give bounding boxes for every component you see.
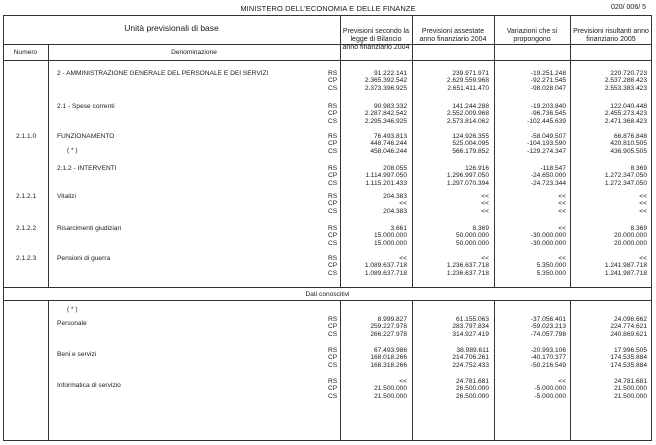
value-cell: 266.227.978 — [370, 330, 407, 338]
value-cell: -104.193.590 — [527, 140, 566, 148]
row-label: Pensioni di guerra — [57, 255, 111, 262]
value-cell: 239.971.971 — [452, 70, 489, 77]
value-cell: 204.383 — [383, 193, 407, 200]
line-type: RS — [328, 193, 338, 200]
denominazione-header: Denominazione — [171, 49, 217, 56]
value-cell: -40.170.377 — [530, 354, 566, 362]
value-cell: 1.297.070.394 — [446, 179, 489, 187]
line-type: CP — [328, 354, 338, 362]
value-cell: << — [558, 200, 566, 208]
col2-divider — [412, 15, 413, 287]
value-cell: 1.114.997.050 — [365, 172, 407, 180]
row-numero: 2.1.1.0 — [16, 133, 37, 140]
row-label: FUNZIONAMENTO — [57, 133, 115, 140]
value-cell: 168.018.266 — [370, 354, 407, 362]
line-type: CP — [328, 323, 338, 331]
value-cell: 2.629.559.968 — [446, 77, 489, 85]
numero-col-divider-lower — [48, 300, 49, 441]
dati-divider-top — [3, 287, 652, 288]
value-cell: 50.000.000 — [455, 232, 489, 240]
value-cell: -58.049.507 — [530, 133, 566, 140]
value-cell: 91.222.141 — [373, 70, 407, 77]
line-type: RS — [328, 70, 338, 77]
value-cell: 1.236.637.718 — [446, 262, 489, 270]
value-cell: 5.350.000 — [536, 269, 566, 277]
line-type: CP — [328, 262, 338, 270]
value-cell: << — [639, 255, 647, 262]
value-cell: 126.916 — [465, 165, 489, 172]
line-type: CS — [328, 239, 338, 247]
value-cell: 168.318.266 — [370, 361, 407, 369]
value-cell: 2.365.392.542 — [364, 77, 407, 85]
value-cell: 8.369 — [630, 225, 647, 232]
value-cell: -19.251.248 — [530, 70, 566, 77]
col1-header: Previsioni secondo la legge di Bilancio anno finanziario 2004 — [342, 28, 410, 51]
value-cell: 448.746.244 — [370, 140, 407, 148]
value-cell: 24.781.681 — [613, 378, 647, 385]
dati-label: Personale — [57, 320, 87, 327]
line-type: CP — [328, 110, 338, 118]
value-cell: 15.000.000 — [373, 239, 407, 247]
value-cell: 1.272.347.050 — [604, 172, 647, 180]
col2-divider-lower — [412, 300, 413, 441]
col3-divider-lower — [494, 300, 495, 441]
value-cell: 208.055 — [383, 165, 407, 172]
value-cell: 566.179.852 — [452, 147, 489, 155]
line-type: CS — [328, 147, 338, 155]
value-cell: -102.445.639 — [527, 117, 566, 125]
col2-header: Previsioni assestate anno finanziario 2004 — [419, 28, 487, 43]
dati-marker: ( * ) — [67, 306, 78, 313]
line-type: CS — [328, 117, 338, 125]
line-type: CS — [328, 361, 338, 369]
line-type: RS — [328, 225, 338, 232]
value-cell: 66.876.848 — [613, 133, 647, 140]
value-cell: << — [399, 200, 407, 208]
value-cell: << — [558, 207, 566, 215]
value-cell: 24.098.662 — [613, 316, 647, 323]
col4-divider — [570, 15, 571, 287]
line-type: CP — [328, 140, 338, 148]
value-cell: 2.287.842.542 — [364, 110, 407, 118]
value-cell: 20.000.000 — [613, 239, 647, 247]
value-cell: -98.028.047 — [530, 84, 566, 92]
value-cell: 420.810.505 — [610, 140, 647, 148]
row-label: 2.1.2 - INTERVENTI — [57, 165, 117, 172]
line-type: RS — [328, 103, 338, 110]
value-cell: 1.115.201.433 — [365, 179, 407, 187]
value-cell: << — [558, 193, 566, 200]
line-type: RS — [328, 133, 338, 140]
value-cell: 2.455.273.423 — [604, 110, 647, 118]
value-cell: << — [399, 378, 407, 385]
row-sub-marker: ( * ) — [67, 147, 78, 154]
value-cell: 220.720.723 — [610, 70, 647, 77]
value-cell: 214.706.261 — [452, 354, 489, 362]
value-cell: 2.373.396.925 — [364, 84, 407, 92]
value-cell: 5.350.000 — [536, 262, 566, 270]
value-cell: -20.993.106 — [530, 347, 566, 354]
dati-conoscitivi-label: Dati conoscitivi — [305, 291, 350, 298]
value-cell: -24.650.000 — [530, 172, 566, 180]
value-cell: 1.272.347.050 — [604, 179, 647, 187]
value-cell: << — [481, 193, 489, 200]
row-numero: 2.1.2.2 — [16, 225, 37, 232]
row-label: 2 - AMMINISTRAZIONE GENERALE DEL PERSONALE E DEI SERVIZI — [57, 70, 269, 77]
value-cell: -96.736.545 — [530, 110, 566, 118]
value-cell: -50.216.549 — [530, 361, 566, 369]
value-cell: << — [481, 255, 489, 262]
dati-divider-bottom — [3, 300, 652, 301]
value-cell: -5.000.000 — [534, 385, 566, 393]
col1-divider-lower — [340, 300, 341, 441]
value-cell: 8.369 — [630, 165, 647, 172]
line-type: CP — [328, 385, 338, 393]
value-cell: 17.996.505 — [613, 347, 647, 354]
row-label: 2.1 - Spese correnti — [57, 103, 115, 110]
value-cell: 26.500.000 — [455, 392, 489, 400]
value-cell: 20.000.000 — [613, 232, 647, 240]
col4-divider-lower — [570, 300, 571, 441]
value-cell: 76.493.813 — [373, 133, 407, 140]
value-cell: << — [481, 200, 489, 208]
value-cell: -30.000.000 — [530, 239, 566, 247]
value-cell: 122.040.448 — [610, 103, 647, 110]
line-type: CS — [328, 269, 338, 277]
value-cell: << — [639, 200, 647, 208]
value-cell: 8.999.827 — [377, 316, 407, 323]
value-cell: 283.797.834 — [452, 323, 489, 331]
value-cell: 8.369 — [472, 225, 489, 232]
value-cell: << — [481, 207, 489, 215]
value-cell: -5.000.000 — [534, 392, 566, 400]
value-cell: -30.000.000 — [530, 232, 566, 240]
value-cell: 314.927.419 — [452, 330, 489, 338]
header-divider-mid — [3, 44, 652, 45]
unita-header: Unità previsionali di base — [124, 23, 219, 33]
numero-header: Numero — [13, 49, 38, 56]
row-numero: 2.1.2.1 — [16, 193, 37, 200]
value-cell: 1.241.987.718 — [604, 269, 647, 277]
value-cell: 2.553.383.423 — [604, 84, 647, 92]
col4-header: Previsioni risultanti anno finanziario 2005 — [573, 28, 649, 43]
value-cell: -118.547 — [540, 165, 566, 172]
value-cell: 21.500.000 — [373, 392, 407, 400]
value-cell: << — [558, 255, 566, 262]
value-cell: 458.046.244 — [370, 147, 407, 155]
value-cell: 21.500.000 — [613, 385, 647, 393]
line-type: RS — [328, 316, 338, 323]
line-type: CP — [328, 77, 338, 85]
row-label: Risarcimenti giudiziari — [57, 225, 122, 232]
line-type: CP — [328, 232, 338, 240]
value-cell: 525.004.095 — [452, 140, 489, 148]
value-cell: << — [399, 255, 407, 262]
line-type: CP — [328, 172, 338, 180]
value-cell: 50.000.000 — [455, 239, 489, 247]
value-cell: 1.296.997.050 — [446, 172, 489, 180]
dati-label: Informatica di servizio — [57, 382, 121, 389]
value-cell: 90.983.332 — [373, 103, 407, 110]
value-cell: 174.535.884 — [610, 361, 647, 369]
value-cell: 21.500.000 — [613, 392, 647, 400]
value-cell: 240.869.621 — [610, 330, 647, 338]
line-type: CS — [328, 392, 338, 400]
line-type: CS — [328, 84, 338, 92]
value-cell: 2.573.814.062 — [446, 117, 489, 125]
value-cell: 436.905.505 — [610, 147, 647, 155]
value-cell: 2.651.411.470 — [447, 84, 489, 92]
value-cell: -59.023.213 — [530, 323, 566, 331]
line-type: CS — [328, 207, 338, 215]
numero-col-divider — [48, 44, 49, 287]
value-cell: 2.537.288.423 — [604, 77, 647, 85]
value-cell: -74.057.798 — [530, 330, 566, 338]
line-type: RS — [328, 347, 338, 354]
value-cell: 174.535.884 — [610, 354, 647, 362]
row-numero: 2.1.2.3 — [16, 255, 37, 262]
value-cell: 204.383 — [383, 207, 407, 215]
value-cell: 141.244.288 — [452, 103, 489, 110]
value-cell: 21.500.000 — [373, 385, 407, 393]
row-label: Vitalizi — [57, 193, 76, 200]
value-cell: 24.781.681 — [455, 378, 489, 385]
dati-label: Beni e servizi — [57, 351, 97, 358]
value-cell: 1.236.637.718 — [446, 269, 489, 277]
value-cell: 224.752.433 — [452, 361, 489, 369]
col3-divider — [494, 15, 495, 287]
header-divider-bottom — [3, 60, 652, 61]
value-cell: 1.089.637.718 — [364, 262, 407, 270]
value-cell: -92.271.545 — [530, 77, 566, 85]
value-cell: -129.274.347 — [527, 147, 566, 155]
value-cell: << — [639, 207, 647, 215]
ministry-title: MINISTERO DELL'ECONOMIA E DELLE FINANZE — [240, 4, 416, 13]
value-cell: -24.723.344 — [530, 179, 566, 187]
line-type: RS — [328, 378, 338, 385]
value-cell: 3.661 — [390, 225, 407, 232]
col1-divider — [340, 15, 341, 287]
line-type: CS — [328, 330, 338, 338]
page-code: 020/ 006/ 5 — [610, 4, 646, 11]
line-type: CS — [328, 179, 338, 187]
line-type: CP — [328, 200, 338, 208]
value-cell: 224.774.621 — [610, 323, 647, 331]
value-cell: 26.500.000 — [455, 385, 489, 393]
value-cell: 15.000.000 — [373, 232, 407, 240]
value-cell: 2.295.346.925 — [364, 117, 407, 125]
value-cell: -37.056.401 — [530, 316, 566, 323]
value-cell: 1.241.987.718 — [604, 262, 647, 270]
value-cell: 38.989.611 — [456, 347, 489, 354]
value-cell: 2.552.009.968 — [446, 110, 489, 118]
value-cell: 2.471.368.423 — [604, 117, 647, 125]
value-cell: 124.926.355 — [452, 133, 489, 140]
line-type: RS — [328, 165, 338, 172]
line-type: RS — [328, 255, 338, 262]
value-cell: 61.155.063 — [455, 316, 489, 323]
value-cell: 1.089.637.718 — [364, 269, 407, 277]
value-cell: -19.203.840 — [530, 103, 566, 110]
value-cell: << — [639, 193, 647, 200]
value-cell: 67.493.986 — [373, 347, 407, 354]
value-cell: 259.227.978 — [370, 323, 407, 331]
col3-header: Variazioni che si propongono — [506, 28, 558, 43]
value-cell: << — [558, 378, 566, 385]
value-cell: << — [558, 225, 566, 232]
